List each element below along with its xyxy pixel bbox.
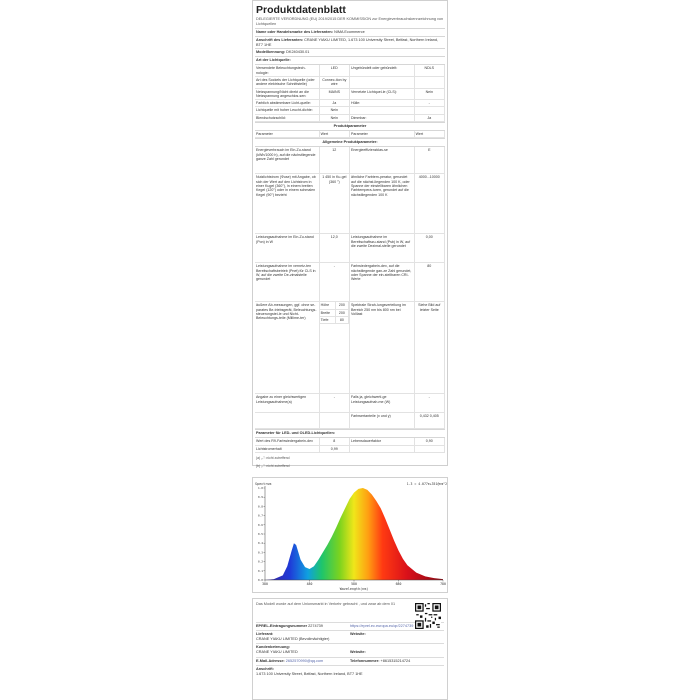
type-cell: NDLS [415, 65, 445, 77]
supplier-address-label: Anschrift des Lieferanten: [256, 38, 304, 43]
type-cell: Hülle: [350, 100, 415, 107]
supplier-address-row [255, 36, 445, 48]
type-cell [350, 107, 415, 114]
x-tick-label: 480 [306, 582, 313, 586]
footnote-a: (a) „-": nicht zutreffend [256, 455, 290, 460]
spectral-value: Siehe Bild auf letzter Seite [415, 302, 445, 394]
led-cell [415, 446, 445, 453]
type-cell: Nein [320, 115, 350, 122]
eprel-info [252, 598, 448, 700]
led-table [255, 437, 445, 453]
lightsource-type-label: Art der Lichtquelle: [256, 58, 291, 63]
supplier-value: CRANE YIAKU LIMITED (Bevollmächtigter) [256, 636, 330, 641]
model-value: DK240430.01 [286, 50, 310, 55]
supplier-name-value: NIMA Ecommerce [334, 30, 365, 35]
param-cell: 1 450 in Ku-gel (360 °) [320, 174, 350, 234]
regulation-subtitle: DELEGIERTE VERORDNUNG (EU) 2019/2015 DER KOMMISSION zur Energieverbrauchskennzeichnung von Lichtquellen [256, 17, 444, 26]
led-cell: 0,90 [415, 438, 445, 445]
lightsource-type-heading [255, 56, 445, 64]
param-cell: 12,0 [320, 234, 350, 263]
service-label: Kundenbetreuung: [256, 645, 290, 650]
type-cell: Art des Sockels der Lichtquelle (oder andere elektrische Schnittstelle) [255, 77, 320, 89]
address-value: 1.673 100 University Street, Belfast, Northern Ireland, BT7 1HE [256, 671, 363, 676]
y-tick-label: 0.5 [257, 532, 263, 536]
supplier-name-label: Name oder Handelsmarke des Lieferanten: [256, 30, 334, 35]
model-label: Modellkennung: [256, 50, 286, 55]
y-tick-label: 0.2 [257, 559, 263, 564]
phone-label: Telefonnummer: [350, 658, 380, 663]
spacer-cell [255, 413, 320, 429]
param-cell: ähnliche Farbtem-peratur, gerundet auf die nächst-liegenden 100 K, oder Spanne der einstellbaren ähnlichen Farbtempera-turen, gerundet auf die nächstliegenden 100 K [350, 174, 415, 234]
y-tick-label: 1.0 [257, 486, 263, 490]
type-cell [415, 107, 445, 114]
params-table [255, 146, 445, 429]
type-cell: Dimmbar: [350, 115, 415, 122]
param-cell: E [415, 147, 445, 174]
x-tick-label: 580 [351, 582, 357, 586]
param-cell: Leistungsaufnahme im vernetz-ten Bereitschaftsbetrieb (Pnet) für CLS in W, auf die zweite De-zimalstelle gerundet [255, 263, 320, 302]
col-header: Parameter [255, 131, 320, 138]
type-cell: Netzspannung/Nicht direkt an die Netzspannung angeschlos-sen: [255, 89, 320, 101]
param-cell: Leistungsaufnahme im Bereitschaftszu-stand (Psb) in W, auf die zweite Dezimal-stelle gerundet [350, 234, 415, 263]
type-cell: MAINS [320, 89, 350, 101]
dim-label: Tiefe [320, 317, 336, 324]
y-tick-label: 0.4 [257, 541, 263, 546]
if-yes-value: - [415, 394, 445, 413]
param-cell: 80 [415, 263, 445, 302]
type-cell: Farblich abstimmbare Licht-quelle: [255, 100, 320, 107]
equiv-label: Angabe zu einer gleichwertigen Leistungsaufnahme(a) [255, 394, 320, 413]
type-cell [415, 77, 445, 89]
spacer-cell [320, 413, 350, 429]
dim-label: Breite [320, 310, 336, 317]
type-cell [350, 77, 415, 89]
y-tick-label: 0.3 [257, 550, 263, 555]
led-cell: 0,99 [320, 446, 350, 453]
general-params-heading: Allgemeine Produktparameter: [255, 138, 445, 146]
type-cell: LED [320, 65, 350, 77]
led-cell: Wert des R9-Farbwiedergabein-dex [255, 438, 320, 445]
product-data-sheet [252, 0, 448, 466]
service-name: CRANE YIAKU LIMITED [256, 649, 298, 654]
col-header: Wert [415, 131, 445, 138]
led-cell [350, 446, 415, 453]
spectral-label: Spektrale Strah-lungsverteilung im Bereich 250 nm bis 800 nm bei Volllast [350, 302, 415, 394]
type-cell: Ja [415, 115, 445, 122]
x-tick-label: 680 [395, 582, 402, 586]
dim-value: 200 [336, 310, 349, 317]
led-cell: 8 [320, 438, 350, 445]
chart-title: Spectrum [255, 482, 272, 486]
param-cell: Energieeffizienzklas-se [350, 147, 415, 174]
type-cell: Nein [320, 107, 350, 114]
type-cell: Ungebündelt oder gebündelt: [350, 65, 415, 77]
dimensions-values [320, 302, 350, 394]
spectrum-svg [253, 478, 449, 594]
colour-coord-label: Farbwertanteile (x und y) [350, 413, 415, 429]
dim-value: 80 [336, 317, 349, 324]
param-cell: Leistungsaufnahme im Ein-Zu-stand (Pon) in W [255, 234, 320, 263]
address-label: Anschrift: [256, 667, 274, 672]
chart-annotation: 1.3 = 4.077e+351@nm^2 [406, 482, 447, 486]
param-cell: - [320, 263, 350, 302]
param-cell: 4000...10000 [415, 174, 445, 234]
spectrum-area [265, 488, 443, 580]
reg-value: 2274739 [308, 623, 323, 628]
y-tick-label: 0.8 [257, 504, 263, 509]
param-cell: 12 [320, 147, 350, 174]
dim-value: 200 [336, 302, 349, 309]
spectrum-chart [252, 477, 448, 593]
contact-row [256, 657, 444, 665]
y-tick-label: 0.6 [257, 522, 263, 527]
supplier-label: Lieferant: [256, 632, 274, 637]
if-yes-label: Falls ja, gleichwerti-ge Leistungsaufnah-me (W) [350, 394, 415, 413]
email-link[interactable]: 2652570990@qq.com [285, 658, 324, 663]
y-tick-label: 0.9 [257, 495, 263, 500]
phone-value: +8615315214724 [380, 658, 411, 663]
y-tick-label: 0.0 [257, 578, 263, 582]
dim-label: Höhe [320, 302, 336, 309]
led-cell: Lebensdauerfaktor [350, 438, 415, 445]
colour-coord-value: 0,432 0,405 [415, 413, 445, 429]
email-label: E-Mail-Adresse: [256, 658, 285, 663]
type-cell: Connec-tion by wire [320, 77, 350, 89]
y-tick-label: 0.1 [257, 568, 263, 573]
model-row [255, 48, 445, 56]
registration-link[interactable]: https://eprel.ec.europa.eu/qr/2274739 [350, 623, 414, 628]
market-note: Das Modell wurde auf dem Unionsmarkt in Verkehr gebracht , und zwar ab dem 01 [256, 602, 396, 606]
type-cell: Vernetzte Lichtquel-le (CLS): [350, 89, 415, 101]
y-tick-label: 0.7 [257, 513, 263, 518]
dimensions-label: äußere Ab-messungen, ggf. ohne se-parates Be-triebsgerät, Beleuchtungs-steuerungstei-le und Nicht-Beleuchtungs-teile (Millime-ter) [255, 302, 320, 394]
param-cell: 0,00 [415, 234, 445, 263]
website-label: Website: [350, 632, 366, 637]
supplier-row [256, 630, 444, 642]
x-tick-label: 780 [440, 582, 446, 586]
type-table [255, 64, 445, 122]
type-cell: Ja [320, 100, 350, 107]
param-cell: Energieverbrauch im Ein-Zu-stand (kWh/1000 h), auf die nächstliegende ganze Zahl gerundet [255, 147, 320, 174]
led-cell: Lichtstromerhalt [255, 446, 320, 453]
x-tick-label: 380 [262, 582, 268, 586]
column-headers [255, 130, 445, 138]
qr-code-icon[interactable] [415, 603, 441, 629]
col-header: Wert [320, 131, 350, 138]
page-title: Produktdatenblatt [256, 4, 346, 16]
product-params-heading: Produktparameter [255, 122, 445, 130]
type-cell: Lichtquelle mit hoher Leucht-dichte: [255, 107, 320, 114]
type-cell: Blendschutzschild: [255, 115, 320, 122]
led-params-heading [255, 429, 445, 437]
supplier-address-value: CRANE YIAKU LIMITED, 1.673 100 University Street, Belfast, Northern Ireland, BT7 1HE [256, 38, 439, 47]
supplier-name-row [255, 28, 445, 36]
type-cell: - [415, 100, 445, 107]
reg-label: EPREL-Eintragungsnummer [256, 623, 308, 628]
type-cell: Nein [415, 89, 445, 101]
param-cell: Farbwiedergabein-dex, auf die nächstliegende gan-ze Zahl gerundet, oder Spanne der ein-stellbaren CRI-Werte [350, 263, 415, 302]
address-row [256, 665, 444, 677]
led-params-label: Parameter für LED- und OLED-Lichtquellen: [256, 431, 336, 436]
equiv-value: - [320, 394, 350, 413]
x-axis-label: Wavelength(nm) [339, 587, 369, 591]
footnote-b: (b) „-": nicht zutreffend [256, 463, 290, 468]
service-row [256, 643, 444, 655]
type-cell: Verwendete Beleuchtungstech-nologie: [255, 65, 320, 77]
col-header: Parameter [350, 131, 415, 138]
param-cell: Nutzlichtstrom (Φuse) mit Angabe, ob sich der Wert auf den Lichtstrom in einer Kugel (360°), in einem breiten Kegel (120°) oder in einem schmalen Kegel (90°) bezieht [255, 174, 320, 234]
website2-label: Website: [350, 649, 366, 654]
